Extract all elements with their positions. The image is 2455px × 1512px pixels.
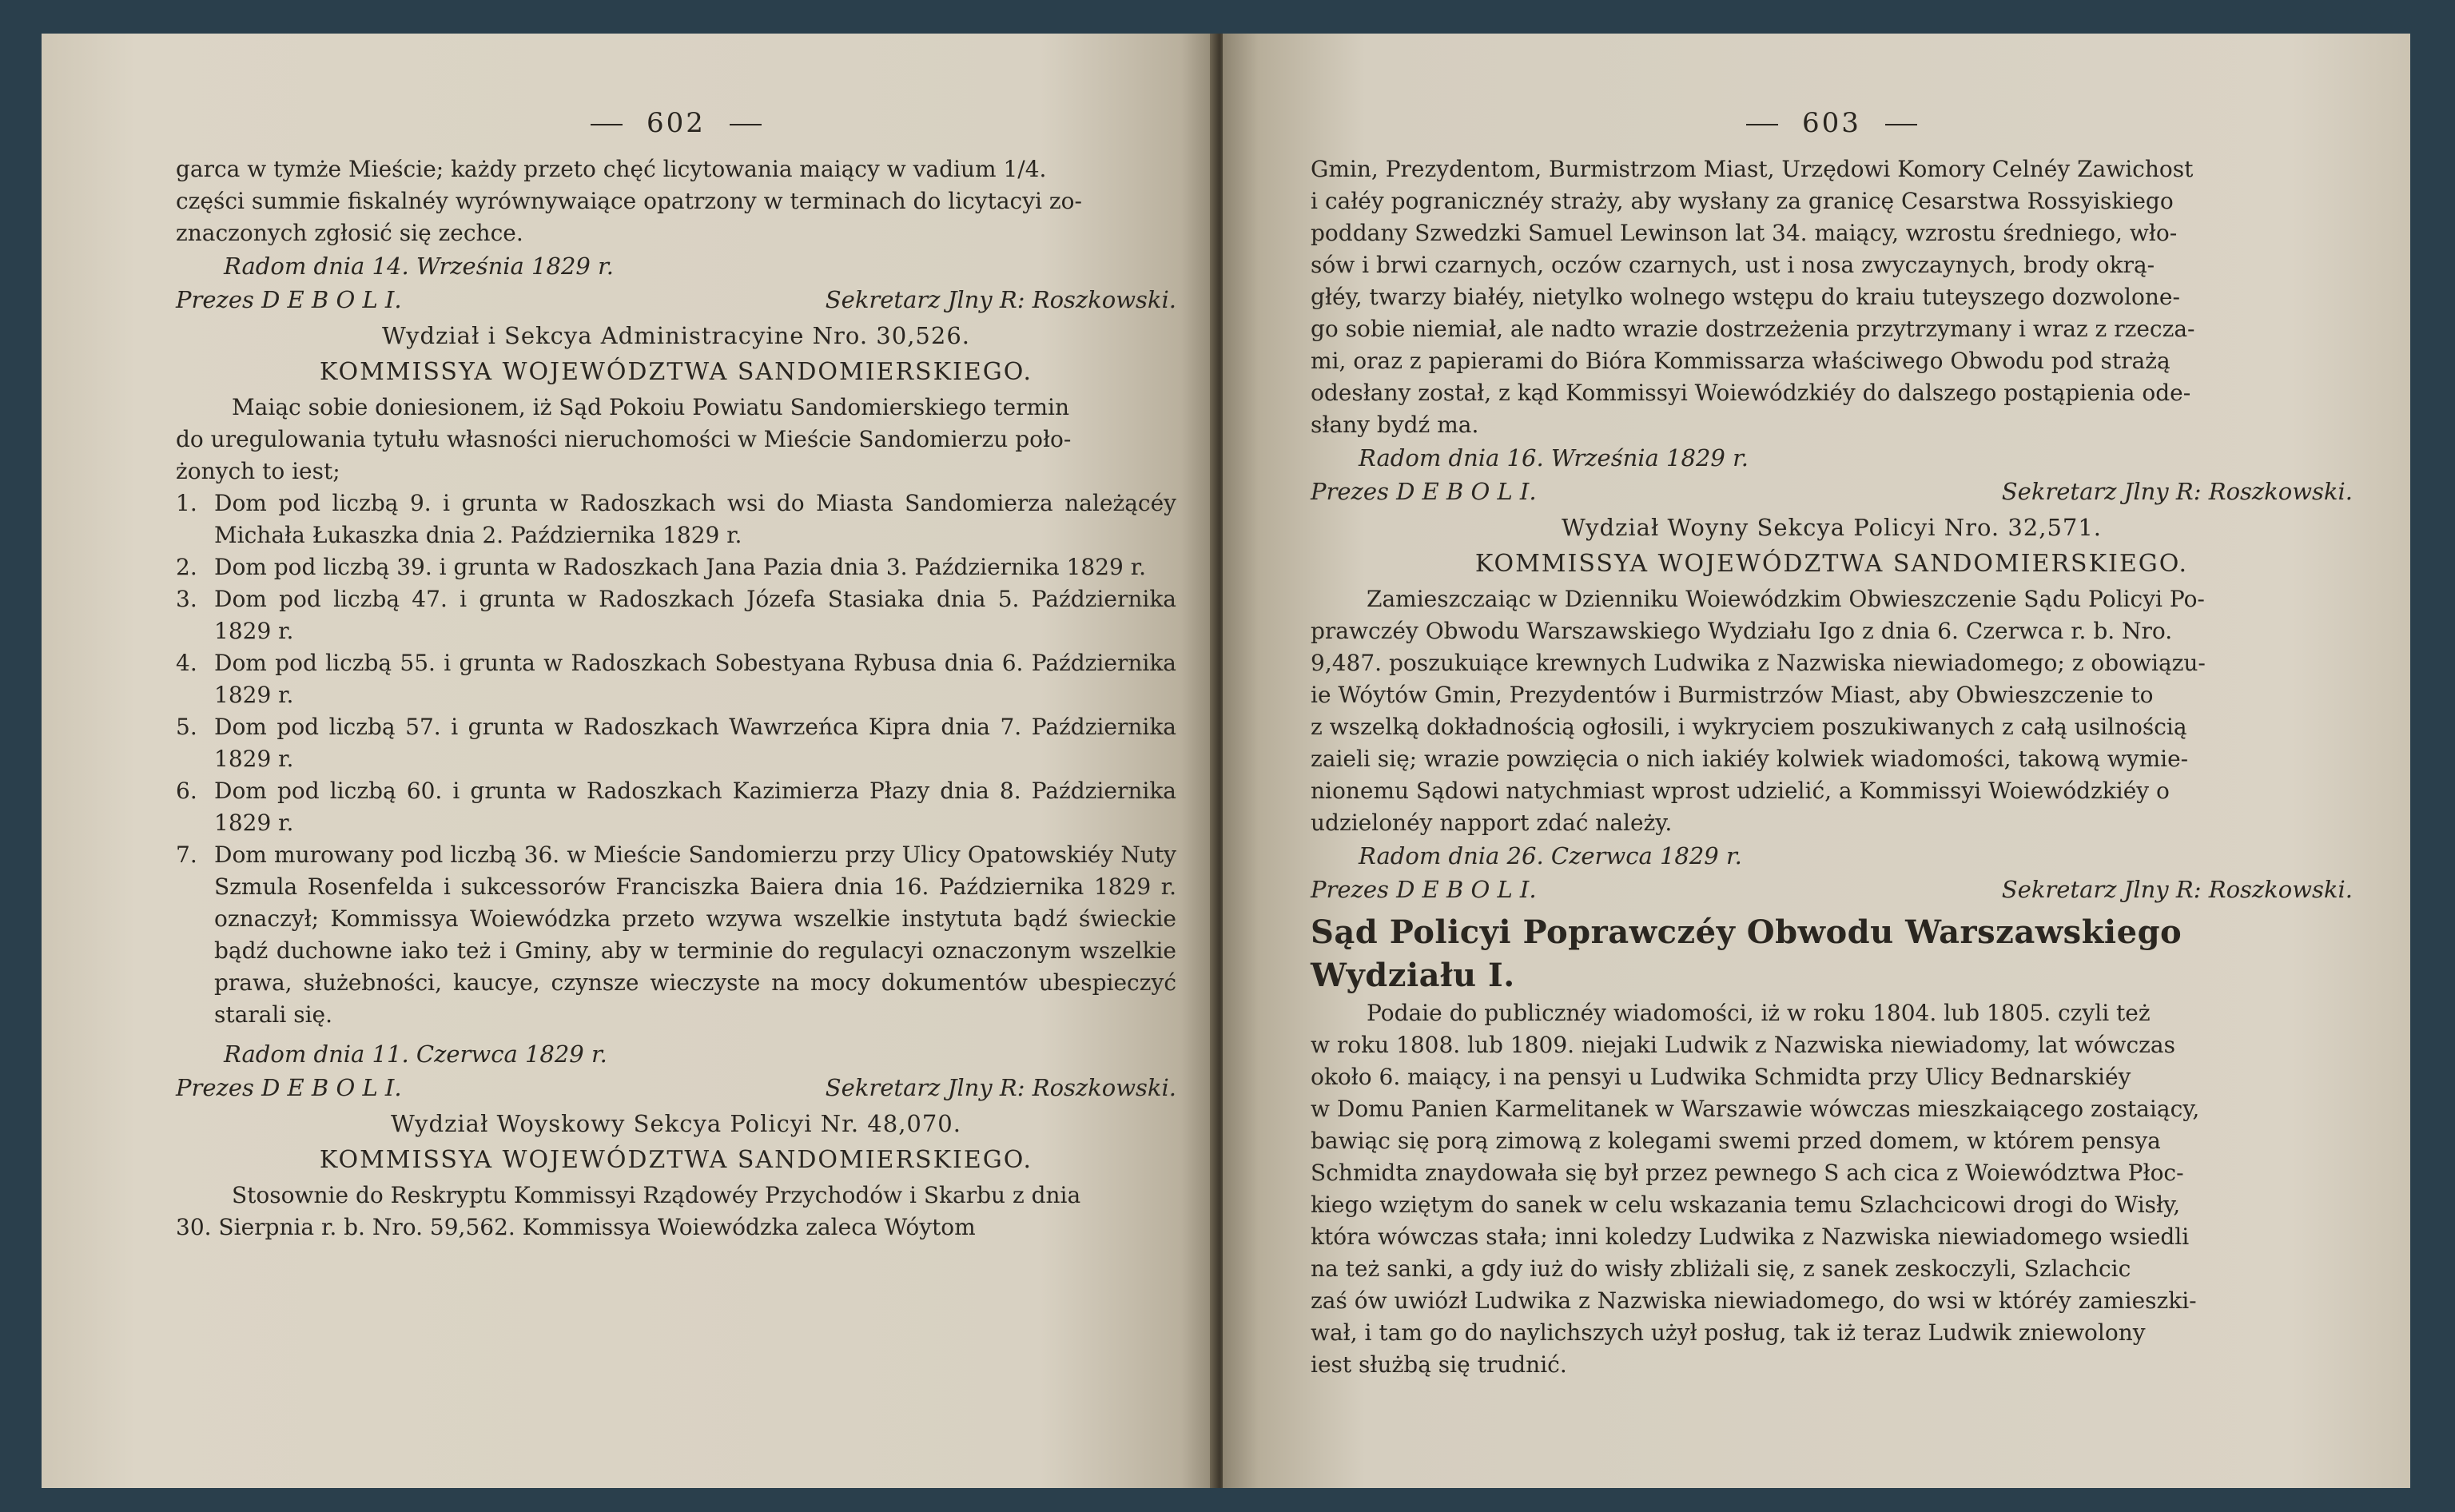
notice-line: do uregulowania tytułu własności nieruchomości w Mieście Sandomierzu poło- [176, 426, 1072, 452]
right-heading2: Sąd Policyi Poprawczéy Obwodu Warszawskiego Wydziału I. [1311, 913, 2182, 994]
notice-line: na też sanki, a gdy iuż do wisły zbliżali się, z sanek zeskoczyli, Szlachcic [1311, 1255, 2131, 1282]
left-intro [176, 153, 1176, 249]
prezes-signature: Prezes D E B O L I. [176, 1074, 402, 1101]
sekretarz-signature: Sekretarz Jlny R: Roszkowski. [825, 286, 1176, 313]
item-text: Dom pod liczbą 9. i grunta w Radoszkach wsi do Miasta Sandomierza należącéy Michała Łukaszka dnia 2. Października 1829 r. [214, 490, 1176, 548]
right-intro-line: odesłany został, z kąd Kommissyi Woiewódzkiéy do dalszego postąpienia ode- [1311, 380, 2191, 406]
left-intro-line: garca w tymże Mieście; każdy przeto chęć licytowania maiący w vadium 1/4. [176, 156, 1047, 182]
right-notice2 [1311, 997, 2353, 1381]
right-block1-signatures [1311, 475, 2353, 508]
notice-line: Podaie do publicznéy wiadomości, iż w roku 1804. lub 1805. czyli też [1367, 1000, 2151, 1026]
right-intro-line: Gmin, Prezydentom, Burmistrzom Miast, Urzędowi Komory Celnéy Zawichost [1311, 156, 2194, 182]
left-intro-line: znaczonych zgłosić się zechce. [176, 220, 523, 246]
notice-line: Schmidta znaydowała się był przez pewnego S ach cica z Woiewództwa Płoc- [1311, 1160, 2184, 1186]
left-notice2 [176, 1180, 1176, 1243]
list-item [176, 775, 1176, 839]
item-number: 4. [176, 650, 197, 676]
notice-line: Stosownie do Reskryptu Kommissyi Rządowéy Przychodów i Skarbu z dnia [232, 1182, 1081, 1208]
item-text: Dom pod liczbą 55. i grunta w Radoszkach Sobestyana Rybusa dnia 6. Października 1829 r. [214, 650, 1176, 708]
list-item [176, 583, 1176, 647]
left-intro-line: części summie fiskalnéy wyrównywaiące opatrzony w terminach do licytacyi zo- [176, 188, 1082, 214]
folio-dash [1885, 124, 1917, 125]
left-page-number-text: 602 [647, 107, 706, 139]
left-dept1: Wydział i Sekcya Administracyine Nro. 30,526. [381, 322, 970, 349]
notice-line: 9,487. poszukuiące krewnych Ludwika z Nazwiska niewiadomego; z obowiązu- [1311, 650, 2206, 676]
item-number: 6. [176, 778, 197, 804]
prezes-signature: Prezes D E B O L I. [1311, 876, 1537, 903]
prezes-signature: Prezes D E B O L I. [176, 286, 402, 313]
right-notice1 [1311, 583, 2353, 839]
folio-dash [1746, 124, 1778, 125]
notice-line: ie Wóytów Gmin, Prezydentów i Burmistrzów Miast, aby Obwieszczenie to [1311, 682, 2154, 708]
folio-dash [730, 124, 762, 125]
list-item [176, 839, 1176, 1031]
left-heading2: KOMMISSYA WOJEWÓDZTWA SANDOMIERSKIEGO. [319, 1146, 1033, 1174]
sekretarz-signature: Sekretarz Jlny R: Roszkowski. [2001, 478, 2353, 505]
right-intro-line: słany bydź ma. [1311, 412, 1479, 438]
right-dept1: Wydział Woyny Sekcya Policyi Nro. 32,571. [1561, 514, 2103, 541]
open-book [42, 34, 2410, 1488]
right-page [1223, 34, 2410, 1488]
notice-line: Zamieszczaiąc w Dzienniku Woiewódzkim Obwieszczenie Sądu Policyi Po- [1367, 586, 2205, 612]
right-page-number-text: 603 [1802, 107, 1861, 139]
left-page-number [176, 107, 1176, 139]
list-item [176, 551, 1176, 583]
notice-line: iest służbą się trudnić. [1311, 1351, 1567, 1378]
right-intro-line: sów i brwi czarnych, oczów czarnych, ust i nosa zwyczaynych, brody okrą- [1311, 252, 2155, 278]
notice-line: około 6. maiący, i na pensyi u Ludwika Schmidta przy Ulicy Bednarskiéy [1311, 1064, 2131, 1090]
sekretarz-signature: Sekretarz Jlny R: Roszkowski. [2001, 876, 2353, 903]
notice-line: która wówczas stała; inni koledzy Ludwika z Nazwiska niewiadomego wsiedli [1311, 1224, 2190, 1250]
right-intro-line: go sobie niemiał, ale nadto wrazie dostrzeżenia przytrzymany i wraz z rzecza- [1311, 316, 2195, 342]
list-item [176, 647, 1176, 711]
right-block2-place-date: Radom dnia 26. Czerwca 1829 r. [1359, 842, 1742, 869]
notice-line: kiego wziętym do sanek w celu wskazania temu Szlachcicowi drogi do Wisły, [1311, 1192, 2181, 1218]
notice-line: żonych to iest; [176, 458, 340, 484]
right-heading1: KOMMISSYA WOJEWÓDZTWA SANDOMIERSKIEGO. [1474, 550, 2189, 578]
item-number: 1. [176, 490, 197, 516]
list-item [176, 487, 1176, 551]
right-intro-line: głéy, twarzy białéy, nietylko wolnego wstępu do kraiu tuteyszego dozwolone- [1311, 284, 2180, 310]
folio-dash [591, 124, 623, 125]
notice-line: nionemu Sądowi natychmiast wprost udzielić, a Kommissyi Woiewódzkiéy o [1311, 778, 2170, 804]
right-intro [1311, 153, 2353, 441]
left-heading1: KOMMISSYA WOJEWÓDZTWA SANDOMIERSKIEGO. [319, 358, 1033, 386]
left-block2-signatures [176, 1071, 1176, 1104]
left-block1-place-date: Radom dnia 14. Września 1829 r. [224, 253, 614, 280]
notice-line: Maiąc sobie doniesionem, iż Sąd Pokoiu Powiatu Sandomierskiego termin [232, 394, 1070, 420]
right-block1-place-date: Radom dnia 16. Września 1829 r. [1359, 444, 1749, 472]
notice-line: udzielonéy napport zdać należy. [1311, 810, 1673, 836]
item-text: Dom murowany pod liczbą 36. w Mieście Sandomierzu przy Ulicy Opatowskiéy Nuty Szmula Rosenfelda i sukcessorów Franciszka Baiera dnia 16. Października 1829 r. oznaczył; Kommissya Woiewódzka przeto wzywa wszelkie instytuta bądź świeckie bądź duchowne iako też i Gminy, aby w terminie do regulacyi oznaczonym wszelkie prawa, służebności, kaucye, czynsze wieczyste na mocy dokumentów ubespieczyć starali się. [214, 842, 1176, 1028]
right-intro-line: poddany Szwedzki Samuel Lewinson lat 34. maiący, wzrostu średniego, wło- [1311, 220, 2178, 246]
notice-line: zaś ów uwiózł Ludwika z Nazwiska niewiadomego, do wsi w któréy zamieszki- [1311, 1287, 2197, 1314]
item-text: Dom pod liczbą 60. i grunta w Radoszkach Kazimierza Płazy dnia 8. Października 1829 r. [214, 778, 1176, 836]
right-intro-line: mi, oraz z papierami do Bióra Kommissarza właściwego Obwodu pod strażą [1311, 348, 2171, 374]
notice-line: z wszelką dokładnością ogłosili, i wykryciem poszukiwanych z całą usilnością [1311, 714, 2187, 740]
left-page [42, 34, 1216, 1488]
left-block2-place-date: Radom dnia 11. Czerwca 1829 r. [224, 1040, 607, 1068]
notice-line: zaieli się; wrazie powzięcia o nich iakiéy kolwiek wiadomości, takową wymie- [1311, 746, 2189, 772]
sekretarz-signature: Sekretarz Jlny R: Roszkowski. [825, 1074, 1176, 1101]
item-text: Dom pod liczbą 57. i grunta w Radoszkach Wawrzeńca Kipra dnia 7. Października 1829 r. [214, 714, 1176, 772]
list-item [176, 711, 1176, 775]
property-list [176, 487, 1176, 1031]
right-intro-line: i całéy pogranicznéy straży, aby wysłany za granicę Cesarstwa Rossyiskiego [1311, 188, 2174, 214]
item-number: 7. [176, 842, 197, 868]
item-number: 3. [176, 586, 197, 612]
notice-line: bawiąc się porą zimową z kolegami swemi przed domem, w którem pensya [1311, 1128, 2161, 1154]
right-block2-signatures [1311, 873, 2353, 906]
item-text: Dom pod liczbą 47. i grunta w Radoszkach Józefa Stasiaka dnia 5. Października 1829 r. [214, 586, 1176, 644]
notice-line: 30. Sierpnia r. b. Nro. 59,562. Kommissya Woiewódzka zaleca Wóytom [176, 1214, 976, 1240]
prezes-signature: Prezes D E B O L I. [1311, 478, 1537, 505]
item-text: Dom pod liczbą 39. i grunta w Radoszkach Jana Pazia dnia 3. Października 1829 r. [214, 554, 1146, 580]
notice-line: wał, i tam go do naylichszych użył posług, tak iż teraz Ludwik zniewolony [1311, 1319, 2146, 1346]
notice-line: w roku 1808. lub 1809. niejaki Ludwik z Nazwiska niewiadomy, lat wówczas [1311, 1032, 2175, 1058]
item-number: 5. [176, 714, 197, 740]
notice-line: prawczéy Obwodu Warszawskiego Wydziału Igo z dnia 6. Czerwca r. b. Nro. [1311, 618, 2173, 644]
notice-line: w Domu Panien Karmelitanek w Warszawie wówczas mieszkaiącego zostaiący, [1311, 1096, 2200, 1122]
item-number: 2. [176, 554, 197, 580]
right-page-number [1311, 107, 2353, 139]
left-notice1 [176, 392, 1176, 487]
left-block1-signatures [176, 283, 1176, 316]
left-dept2: Wydział Woyskowy Sekcya Policyi Nr. 48,070. [391, 1110, 961, 1137]
